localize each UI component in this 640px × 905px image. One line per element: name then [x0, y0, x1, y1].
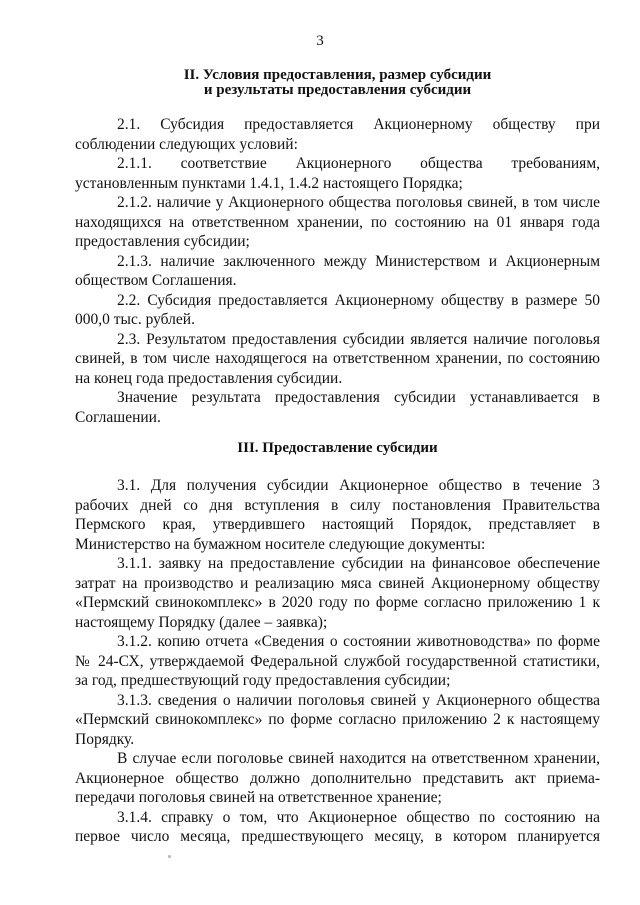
paragraph-2-2: 2.2. Субсидия предоставляется Акционерному обществу в размере 50 000,0 тыс. рублей.	[75, 291, 600, 328]
section-3-body	[75, 476, 600, 847]
section-2-heading	[75, 68, 600, 98]
paragraph-2-1-3: 2.1.3. наличие заключенного между Министерством и Акционерным обществом Соглашения.	[75, 252, 600, 289]
paragraph-3-1-1: 3.1.1. заявку на предоставление субсидии на финансовое обеспечение затрат на производство и реализацию мяса свиней Акционерному обществу «Пермский свинокомплекс» в 2020 году по форме согласно приложению 1 к настоящему Порядку (далее – заявка);	[75, 555, 600, 631]
paragraph-3-1-4: 3.1.4. справку о том, что Акционерное общество по состоянию на первое число месяца, предшествующего месяцу, в котором планируется	[75, 808, 600, 845]
paragraph-2-3: 2.3. Результатом предоставления субсидии является наличие поголовья свиней, в том числе находящегося на ответственном хранении, по состоянию на конец года предоставления субсидии.	[75, 330, 600, 387]
paragraph-3-1: 3.1. Для получения субсидии Акционерное общество в течение 3 рабочих дней со дня вступления в силу постановления Правительства Пермского края, утвердившего настоящий Порядок, представляет в Министерство на бумажном носителе следующие документы:	[75, 477, 600, 553]
scan-speck	[168, 855, 171, 858]
page-number: 3	[316, 33, 324, 49]
paragraph-3-1-2: 3.1.2. копию отчета «Сведения о состоянии животноводства» по форме № 24-СХ, утверждаемой Федеральной службой государственной статистики, за год, предшествующий году предоставления субсидии;	[75, 633, 600, 689]
paragraph-3-1-3: 3.1.3. сведения о наличии поголовья свиней у Акционерного общества «Пермский свинокомплекс» по форме согласно приложению 2 к настоящему Порядку.	[75, 691, 600, 748]
paragraph-2-1-1: 2.1.1. соответствие Акционерного общества требованиям, установленным пунктами 1.4.1, 1.4.2 настоящего Порядка;	[75, 155, 600, 192]
section-2-title-line2: и результаты предоставления субсидии	[203, 82, 472, 98]
paragraph-result-value: Значение результата предоставления субсидии устанавливается в Соглашении.	[75, 389, 600, 426]
paragraph-responsible-storage: В случае если поголовье свиней находится на ответственном хранении, Акционерное общество должно дополнительно представить акт приема-передачи поголовья свиней на ответственное хранение;	[75, 750, 600, 806]
section-2-title-line1: II. Условия предоставления, размер субсидии	[183, 67, 492, 83]
section-2-body	[75, 115, 600, 427]
paragraph-2-1: 2.1. Субсидия предоставляется Акционерному обществу при соблюдении следующих условий:	[75, 116, 600, 153]
paragraph-2-1-2: 2.1.2. наличие у Акционерного общества поголовья свиней, в том числе находящихся на ответственном хранении, по состоянию на 01 января года предоставления субсидии;	[75, 194, 600, 250]
section-3-heading: III. Предоставление субсидии	[237, 440, 438, 456]
